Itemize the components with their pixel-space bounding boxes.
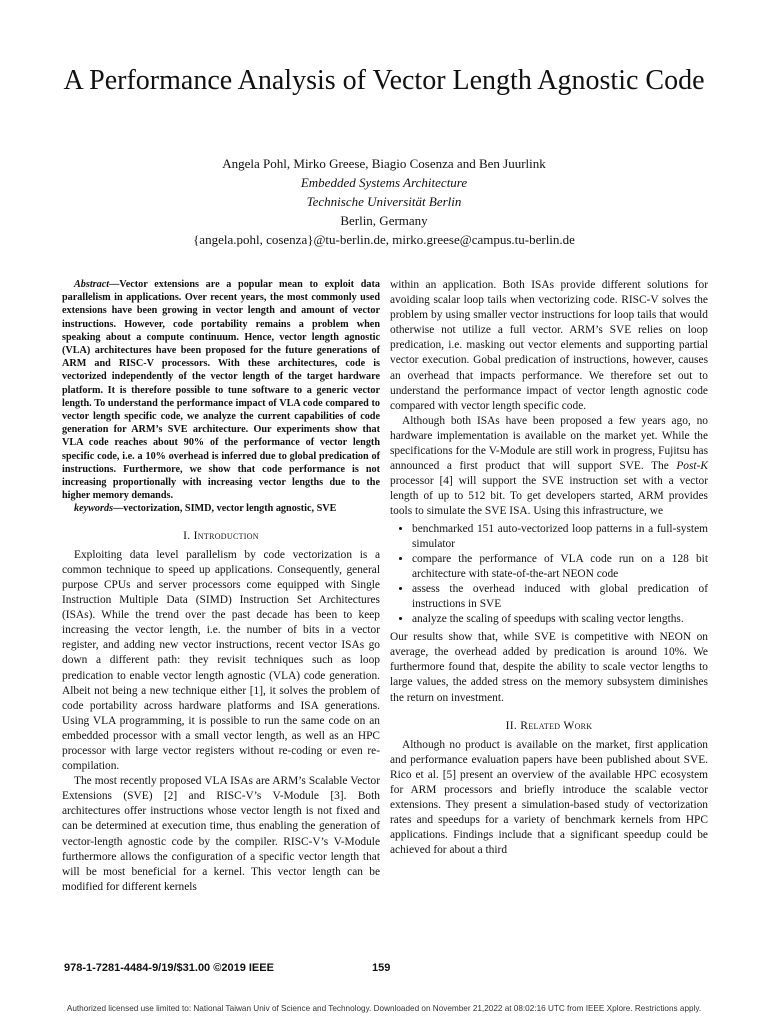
right-column [390, 278, 708, 858]
contribution-list [390, 522, 708, 628]
left-column [62, 278, 380, 895]
post-k-term: Post-K [676, 460, 708, 473]
intro-paragraph-4-b: processor [4] will support the SVE instruction set with a vector length of up to 512 bit. To get developers started, ARM provides tools to simulate the SVE ISA. Using this infrastructure, we [390, 475, 708, 518]
intro-paragraph-1: Exploiting data level parallelism by code vectorization is a common technique to speed up applications. Consequently, general purpose CPUs and server processors come equipped with Single Instruction Multiple Data (SIMD) Instruction Set Architectures (ISAs). While the trend over the past decade has been to keep increasing the vector length, i.e. the number of bits in a vector register, and adding new vector instructions, recent vector ISAs go down a different path: they revisit techniques such as loop predication to enable vector length agnostic (VLA) code generation. Albeit not being a new technique either [1], it solves the problem of code portability across hardware platforms and ISA generations. Using VLA programming, it is possible to run the same code on an embedded processor with a small vector length, as well as an HPC processor with large vector registers without re-coding or even re-compilation. [62, 548, 380, 773]
abstract [62, 278, 380, 502]
abstract-lead: Abstract [74, 279, 110, 290]
intro-paragraph-4 [390, 414, 708, 520]
related-paragraph-1: Although no product is available on the market, first application and performance evaluation papers have been published about SVE. Rico et al. [5] present an overview of the available HPC ecosystem for ARM processors and briefly introduce the scalable vector extensions. They present a simulation-based study of vectorization rates and speedups for a variety of benchmark kernels from HPC applications. Findings include that a significant speedup could be achieved for about a third [390, 738, 708, 857]
license-notice: Authorized licensed use limited to: National Taiwan Univ of Science and Technology. Downloaded on November 21,2022 at 08:02:16 UTC from IEEE Xplore. Restrictions apply. [66, 1004, 702, 1013]
section-heading-related-work: II. Related Work [505, 718, 593, 732]
abstract-text: —Vector extensions are a popular mean to exploit data parallelism in applications. Over recent years, the most commonly used extensions have been growing in vector length and amount of vector instructions. However, code portability remains a problem when speaking about a compute continuum. Hence, vector length agnostic (VLA) architectures have been proposed for the future generations of ARM and RISC-V processors. With these architectures, code is vectorized independently of the vector length of the target hardware platform. It is therefore possible to tune software to a generic vector length. To understand the performance impact of VLA code compared to vector length specific code, we analyze the current capabilities of code generation for ARM’s SVE architecture. Our experiments show that VLA code reaches about 90% of the performance of vector length specific code, i.e. a 10% overhead is inferred due to global predication of instructions. Furthermore, we show that code performance is not increasing proportionally with increasing vector lengths due to the higher memory demands. [62, 279, 380, 502]
authors: Angela Pohl, Mirko Greese, Biagio Cosenza and Ben Juurlink [222, 156, 546, 171]
intro-paragraph-4-a: Although both ISAs have been proposed a few years ago, no hardware implementation is available on the market yet. While the specifications for the V-Module are still work in progress, Fujitsu has announced a first product that will support SVE. The [390, 414, 708, 473]
list-item: • analyze the scaling of speedups with scaling vector lengths. [412, 612, 708, 627]
affiliation-location: Berlin, Germany [340, 213, 428, 228]
paper-title: A Performance Analysis of Vector Length Agnostic Code [63, 65, 705, 96]
affiliation-university: Technische Universität Berlin [306, 194, 462, 209]
list-item: • assess the overhead induced with global predication of instructions in SVE [412, 582, 708, 612]
page-number: 159 [372, 962, 391, 974]
author-block [40, 154, 728, 249]
intro-paragraph-3: within an application. Both ISAs provide different solutions for avoiding scalar loop tails when vectorizing code. RISC-V solves the problem by using smaller vector instructions for loop tails that would otherwise not utilize a full vector. ARM’s SVE relies on loop predication, i.e. masking out vector elements and supporting partial vector execution. Gobal predication of instructions, however, causes an overhead that impacts performance. We therefore set out to understand the performance impact of vector length agnostic code compared with vector length specific code. [390, 279, 708, 412]
keywords-lead: keywords [74, 503, 114, 515]
keywords [62, 502, 380, 515]
intro-paragraph-2: The most recently proposed VLA ISAs are ARM’s Scalable Vector Extensions (SVE) [2] and RISC-V’s V-Module [3]. Both architectures offer instructions whose vector length is not fixed and can be determined at execution time, thus enabling the generation of vector-length agnostic code by the compiler. RISC-V’s V-Module furthermore allows the configuration of a specific vector length that will be most beneficial for a kernel. This vector length can be modified for different kernels [62, 775, 380, 893]
footer-isbn: 978-1-7281-4484-9/19/$31.00 ©2019 IEEE [64, 962, 274, 974]
intro-paragraph-5: Our results show that, while SVE is competitive with NEON on average, the overhead added by predication is around 10%. We furthermore found that, despite the ability to scale vector lengths to large values, the added stress on the memory subsystem diminishes the return on investment. [390, 631, 708, 704]
keywords-text: —vectorization, SIMD, vector length agnostic, SVE [113, 503, 337, 515]
affiliation-department: Embedded Systems Architecture [300, 175, 468, 190]
list-item: • benchmarked 151 auto-vectorized loop patterns in a full-system simulator [412, 522, 708, 552]
section-heading-introduction: I. Introduction [183, 528, 259, 542]
author-emails: {angela.pohl, cosenza}@tu-berlin.de, mirko.greese@campus.tu-berlin.de [193, 232, 575, 247]
list-item: • compare the performance of VLA code run on a 128 bit architecture with state-of-the-art NEON code [412, 552, 708, 582]
